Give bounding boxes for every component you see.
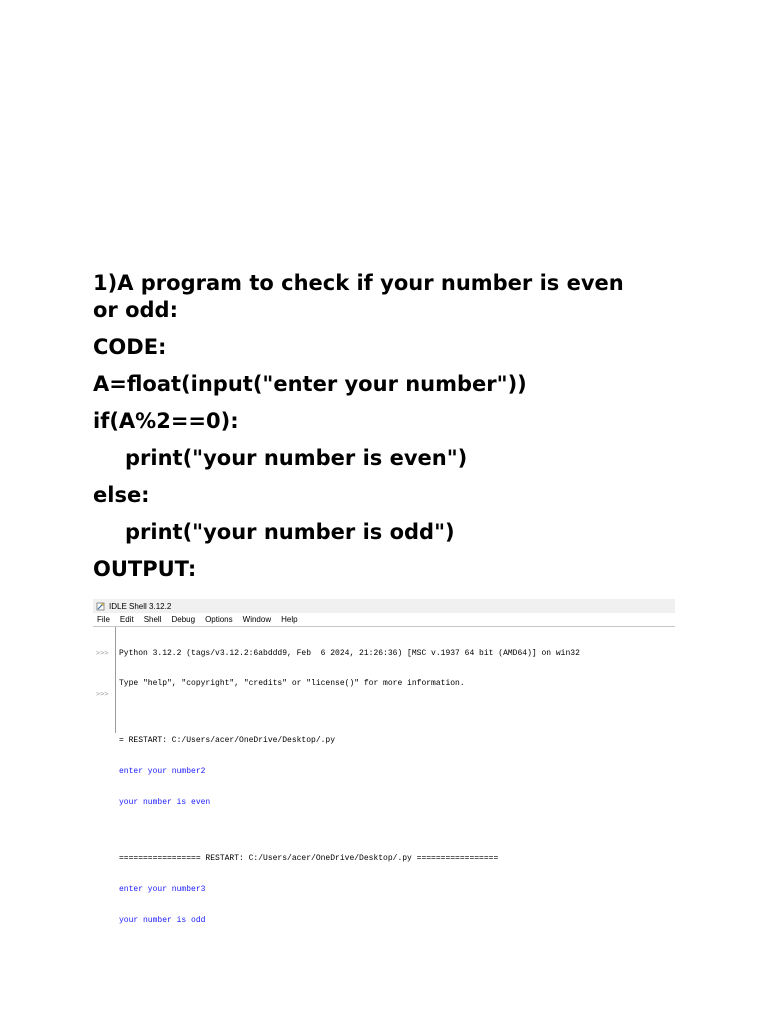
prompt-gutter [93, 627, 116, 733]
menu-debug[interactable]: Debug [171, 615, 196, 624]
idle-shell-body [93, 627, 675, 926]
shell-output[interactable] [116, 627, 675, 926]
shell-line-input: enter your number2 [119, 766, 206, 776]
menu-window[interactable]: Window [242, 615, 272, 624]
menu-file[interactable]: File [97, 615, 110, 624]
menu-edit[interactable]: Edit [119, 615, 134, 624]
code-heading: CODE: [93, 335, 167, 359]
idle-window-title: IDLE Shell 3.12.2 [109, 601, 172, 611]
code-line: if(A%2==0): [93, 409, 239, 433]
code-line: print("your number is even") [125, 446, 468, 470]
shell-line-version: Python 3.12.2 (tags/v3.12.2:6abddd9, Feb 6 2024, 21:26:36) [MSC v.1937 64 bit (AMD64)] on win32 [119, 648, 580, 658]
code-line: print("your number is odd") [125, 520, 455, 544]
menu-shell[interactable]: Shell [143, 615, 162, 624]
shell-line-restart: = RESTART: C:/Users/acer/OneDrive/Desktop/.py [119, 735, 336, 745]
shell-line-input: enter your number3 [119, 885, 206, 895]
idle-menu-bar [93, 613, 675, 627]
idle-shell-screenshot [93, 599, 675, 926]
document-title: 1)A program to check if your number is even or odd: [93, 271, 624, 322]
menu-options[interactable]: Options [205, 615, 233, 624]
python-feather-icon [96, 602, 105, 611]
menu-help[interactable]: Help [281, 615, 298, 624]
idle-title-bar [93, 599, 675, 613]
output-heading: OUTPUT: [93, 557, 197, 581]
shell-prompt: >>> [96, 690, 109, 698]
shell-line-restart: ================= RESTART: C:/Users/acer/OneDrive/Desktop/.py ================= [119, 854, 499, 864]
document-body [93, 270, 653, 593]
code-line: else: [93, 483, 150, 507]
shell-line-help: Type "help", "copyright", "credits" or "license()" for more information. [119, 679, 465, 689]
code-line: A=float(input("enter your number")) [93, 372, 527, 396]
shell-prompt: >>> [96, 649, 109, 657]
shell-line-result: your number is odd [119, 916, 206, 926]
shell-line-result: your number is even [119, 797, 211, 807]
